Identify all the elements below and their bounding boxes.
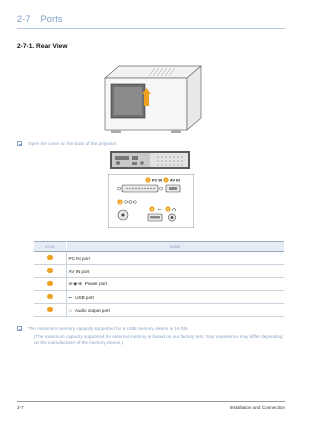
footer-page-number: 2-7 <box>17 405 24 410</box>
name-cell <box>66 304 284 317</box>
chapter-title <box>17 14 63 24</box>
name-cell <box>66 291 284 304</box>
chapter-name: Ports <box>40 14 63 24</box>
port-name: Audio output port <box>74 307 110 313</box>
projector-rear-illustration <box>97 60 207 138</box>
badge-2-label: 2 <box>165 178 167 183</box>
table-header-row <box>34 242 284 252</box>
table-row <box>34 265 284 278</box>
table-row <box>34 304 284 317</box>
port-diagram-svg <box>108 174 194 228</box>
badge-1-label: 1 <box>147 178 149 183</box>
note-memory-capacity <box>17 326 189 331</box>
table-row <box>34 291 284 304</box>
badge-3-label: 3 <box>119 200 121 205</box>
header-name: NAME <box>66 242 284 252</box>
title-divider <box>17 28 285 29</box>
pc-in-label: PC IN <box>152 178 163 183</box>
icon-cell <box>34 265 66 278</box>
port-panel-photo <box>110 151 190 169</box>
section-title: 2-7-1. Rear View <box>17 43 68 50</box>
badge-2-icon <box>47 268 53 274</box>
power-symbol-icon: ⊖-◉-⊕ <box>68 281 82 286</box>
icon-cell <box>34 304 66 317</box>
icon-cell <box>34 291 66 304</box>
note-open-cover <box>17 141 117 146</box>
header-icon: ICON <box>34 242 66 252</box>
badge-5-icon <box>47 307 53 313</box>
footer-section-name: Installation and Connection <box>229 405 285 410</box>
badge-4-label: 4 <box>151 207 153 212</box>
port-name: USB port <box>75 294 94 300</box>
note-icon <box>17 326 22 331</box>
usb-symbol-icon: ⭠ <box>68 294 73 300</box>
port-name: PC IN port <box>68 255 90 261</box>
port-table <box>34 241 284 317</box>
name-cell <box>66 278 284 291</box>
table-row <box>34 252 284 265</box>
chapter-number: 2-7 <box>17 14 31 24</box>
port-name: Power port <box>84 281 107 286</box>
av-in-label: AV IN <box>170 178 180 183</box>
note-icon <box>17 141 22 146</box>
port-name: AV IN port <box>68 268 90 274</box>
icon-cell <box>34 252 66 265</box>
audio-symbol-icon: ∩ <box>68 307 72 313</box>
name-cell <box>66 252 284 265</box>
name-cell <box>66 265 284 278</box>
badge-3-icon <box>47 281 53 287</box>
badge-5-label: 5 <box>167 207 169 212</box>
usb-symbol-icon: ⭠ <box>158 206 162 212</box>
note-memory-disclaimer: (The maximum capacity supported for external memory is based on our factory test. Your experience may differ depending on the manufacturer of the memory device.) <box>34 334 283 345</box>
table-row <box>34 278 284 291</box>
badge-4-icon <box>47 294 53 300</box>
icon-cell <box>34 278 66 291</box>
footer-divider <box>17 401 285 402</box>
note-memory-capacity-text: The maximum memory capacity supported for a USB memory device is 16 GB. <box>28 326 189 331</box>
port-diagram <box>108 174 194 233</box>
badge-1-icon <box>47 255 53 261</box>
note-open-cover-text: Open the cover on the back of the projector. <box>28 141 118 146</box>
